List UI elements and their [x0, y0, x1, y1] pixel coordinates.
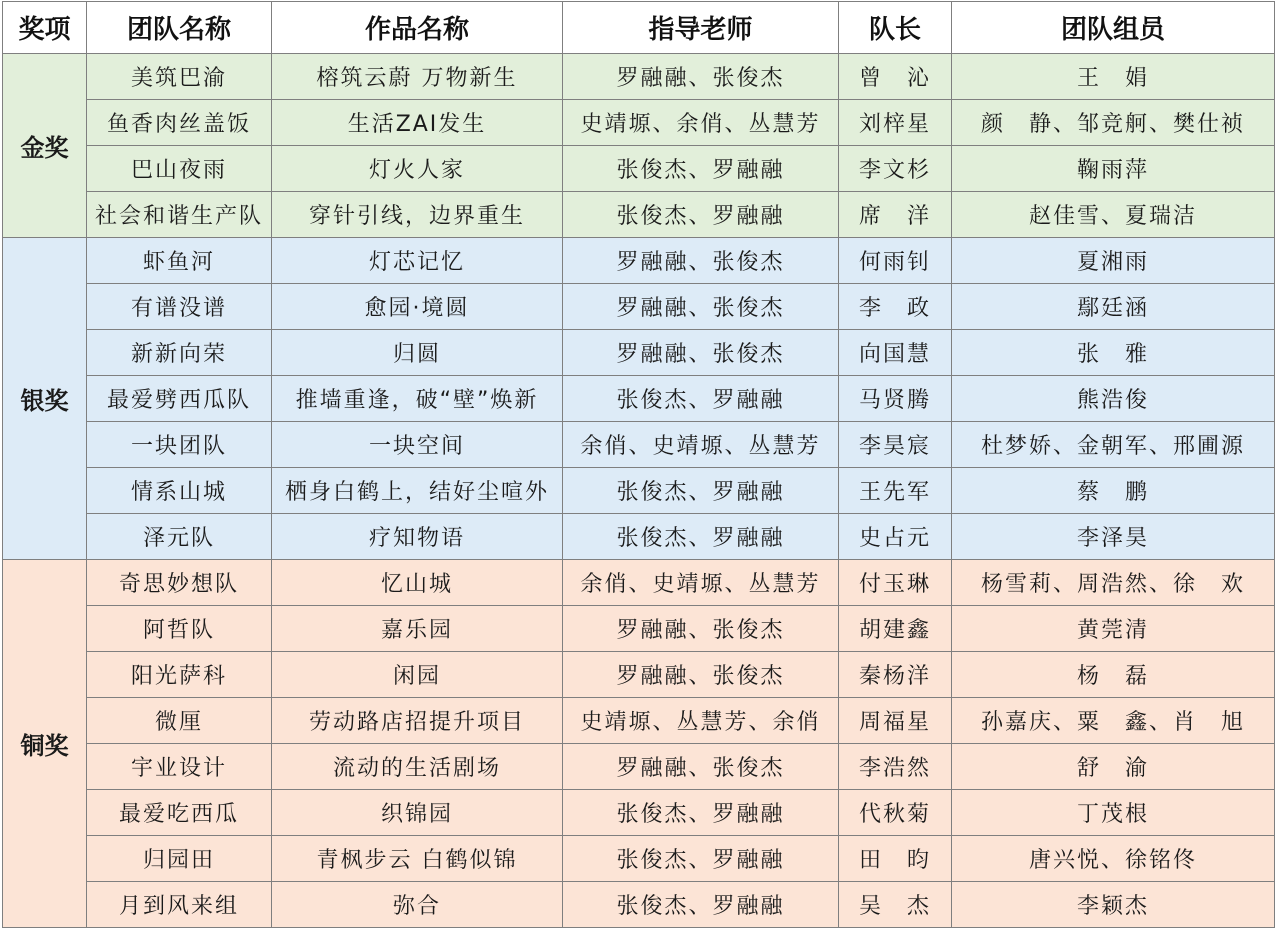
team-name-cell: 泽元队: [87, 514, 272, 560]
table-row: [3, 146, 1275, 192]
team-name-cell: 最爱劈西瓜队: [87, 376, 272, 422]
header-advisor: 指导老师: [563, 2, 839, 54]
team-name-cell: 最爱吃西瓜: [87, 790, 272, 836]
header-work-name: 作品名称: [272, 2, 563, 54]
table-row: [3, 284, 1275, 330]
captain-cell: 席 洋: [839, 192, 952, 238]
advisor-cell: 余俏、史靖塬、丛慧芳: [563, 422, 839, 468]
award-tier-cell: 金奖: [3, 54, 87, 238]
captain-cell: 秦杨洋: [839, 652, 952, 698]
members-cell: 蔡 鹏: [952, 468, 1275, 514]
work-name-cell: 归圆: [272, 330, 563, 376]
awards-table: [2, 1, 1275, 928]
table-row: [3, 514, 1275, 560]
advisor-cell: 张俊杰、罗融融: [563, 514, 839, 560]
work-name-cell: 一块空间: [272, 422, 563, 468]
table-row: [3, 468, 1275, 514]
advisor-cell: 张俊杰、罗融融: [563, 790, 839, 836]
table-row: [3, 192, 1275, 238]
advisor-cell: 史靖塬、丛慧芳、余俏: [563, 698, 839, 744]
captain-cell: 代秋菊: [839, 790, 952, 836]
team-name-cell: 新新向荣: [87, 330, 272, 376]
team-name-cell: 归园田: [87, 836, 272, 882]
table-row: [3, 54, 1275, 100]
work-name-cell: 栖身白鹤上，结好尘喧外: [272, 468, 563, 514]
advisor-cell: 张俊杰、罗融融: [563, 376, 839, 422]
captain-cell: 王先军: [839, 468, 952, 514]
table-row: [3, 560, 1275, 606]
members-cell: 杨雪莉、周浩然、徐 欢: [952, 560, 1275, 606]
team-name-cell: 阿哲队: [87, 606, 272, 652]
members-cell: 颜 静、邹竞舸、樊仕祯: [952, 100, 1275, 146]
work-name-cell: 闲园: [272, 652, 563, 698]
team-name-cell: 巴山夜雨: [87, 146, 272, 192]
captain-cell: 周福星: [839, 698, 952, 744]
captain-cell: 李浩然: [839, 744, 952, 790]
work-name-cell: 流动的生活剧场: [272, 744, 563, 790]
work-name-cell: 青枫步云 白鹤似锦: [272, 836, 563, 882]
members-cell: 李泽昊: [952, 514, 1275, 560]
members-cell: 黄莞清: [952, 606, 1275, 652]
members-cell: 张 雅: [952, 330, 1275, 376]
team-name-cell: 月到风来组: [87, 882, 272, 928]
advisor-cell: 张俊杰、罗融融: [563, 836, 839, 882]
captain-cell: 吴 杰: [839, 882, 952, 928]
members-cell: 舒 渝: [952, 744, 1275, 790]
award-tier-cell: 铜奖: [3, 560, 87, 928]
team-name-cell: 鱼香肉丝盖饭: [87, 100, 272, 146]
work-name-cell: 榕筑云蔚 万物新生: [272, 54, 563, 100]
table-row: [3, 330, 1275, 376]
team-name-cell: 虾鱼河: [87, 238, 272, 284]
work-name-cell: 织锦园: [272, 790, 563, 836]
advisor-cell: 罗融融、张俊杰: [563, 238, 839, 284]
table-row: [3, 606, 1275, 652]
table-row: [3, 744, 1275, 790]
captain-cell: 史占元: [839, 514, 952, 560]
table-row: [3, 790, 1275, 836]
header-members: 团队组员: [952, 2, 1275, 54]
advisor-cell: 罗融融、张俊杰: [563, 744, 839, 790]
members-cell: 王 娟: [952, 54, 1275, 100]
work-name-cell: 生活ZAI发生: [272, 100, 563, 146]
advisor-cell: 张俊杰、罗融融: [563, 882, 839, 928]
work-name-cell: 愈园·境圆: [272, 284, 563, 330]
captain-cell: 曾 沁: [839, 54, 952, 100]
members-cell: 鄢廷涵: [952, 284, 1275, 330]
header-award: 奖项: [3, 2, 87, 54]
team-name-cell: 宇业设计: [87, 744, 272, 790]
work-name-cell: 穿针引线，边界重生: [272, 192, 563, 238]
members-cell: 夏湘雨: [952, 238, 1275, 284]
work-name-cell: 灯芯记忆: [272, 238, 563, 284]
advisor-cell: 张俊杰、罗融融: [563, 146, 839, 192]
members-cell: 杨 磊: [952, 652, 1275, 698]
members-cell: 赵佳雪、夏瑞洁: [952, 192, 1275, 238]
table-row: [3, 652, 1275, 698]
captain-cell: 李文杉: [839, 146, 952, 192]
work-name-cell: 疗知物语: [272, 514, 563, 560]
work-name-cell: 嘉乐园: [272, 606, 563, 652]
header-captain: 队长: [839, 2, 952, 54]
members-cell: 孙嘉庆、粟 鑫、肖 旭: [952, 698, 1275, 744]
work-name-cell: 劳动路店招提升项目: [272, 698, 563, 744]
captain-cell: 李昊宸: [839, 422, 952, 468]
captain-cell: 何雨钊: [839, 238, 952, 284]
advisor-cell: 罗融融、张俊杰: [563, 606, 839, 652]
header-row: [3, 2, 1275, 54]
captain-cell: 刘梓星: [839, 100, 952, 146]
members-cell: 鞠雨萍: [952, 146, 1275, 192]
captain-cell: 胡建鑫: [839, 606, 952, 652]
captain-cell: 马贤腾: [839, 376, 952, 422]
team-name-cell: 情系山城: [87, 468, 272, 514]
award-tier-cell: 银奖: [3, 238, 87, 560]
team-name-cell: 阳光萨科: [87, 652, 272, 698]
team-name-cell: 一块团队: [87, 422, 272, 468]
advisor-cell: 罗融融、张俊杰: [563, 284, 839, 330]
table-row: [3, 238, 1275, 284]
table-row: [3, 836, 1275, 882]
work-name-cell: 灯火人家: [272, 146, 563, 192]
advisor-cell: 余俏、史靖塬、丛慧芳: [563, 560, 839, 606]
work-name-cell: 忆山城: [272, 560, 563, 606]
table-row: [3, 376, 1275, 422]
team-name-cell: 微厘: [87, 698, 272, 744]
work-name-cell: 弥合: [272, 882, 563, 928]
team-name-cell: 奇思妙想队: [87, 560, 272, 606]
advisor-cell: 罗融融、张俊杰: [563, 54, 839, 100]
advisor-cell: 张俊杰、罗融融: [563, 468, 839, 514]
table-row: [3, 100, 1275, 146]
table-body: [3, 54, 1275, 928]
team-name-cell: 美筑巴渝: [87, 54, 272, 100]
members-cell: 唐兴悦、徐铭佟: [952, 836, 1275, 882]
members-cell: 李颖杰: [952, 882, 1275, 928]
members-cell: 熊浩俊: [952, 376, 1275, 422]
members-cell: 丁茂根: [952, 790, 1275, 836]
advisor-cell: 罗融融、张俊杰: [563, 652, 839, 698]
captain-cell: 李 政: [839, 284, 952, 330]
work-name-cell: 推墙重逢，破“壁”焕新: [272, 376, 563, 422]
table-row: [3, 882, 1275, 928]
members-cell: 杜梦娇、金朝军、邢圃源: [952, 422, 1275, 468]
captain-cell: 付玉琳: [839, 560, 952, 606]
team-name-cell: 有谱没谱: [87, 284, 272, 330]
advisor-cell: 罗融融、张俊杰: [563, 330, 839, 376]
captain-cell: 田 昀: [839, 836, 952, 882]
header-team-name: 团队名称: [87, 2, 272, 54]
advisor-cell: 张俊杰、罗融融: [563, 192, 839, 238]
captain-cell: 向国慧: [839, 330, 952, 376]
advisor-cell: 史靖塬、余俏、丛慧芳: [563, 100, 839, 146]
table-row: [3, 422, 1275, 468]
table-row: [3, 698, 1275, 744]
team-name-cell: 社会和谐生产队: [87, 192, 272, 238]
